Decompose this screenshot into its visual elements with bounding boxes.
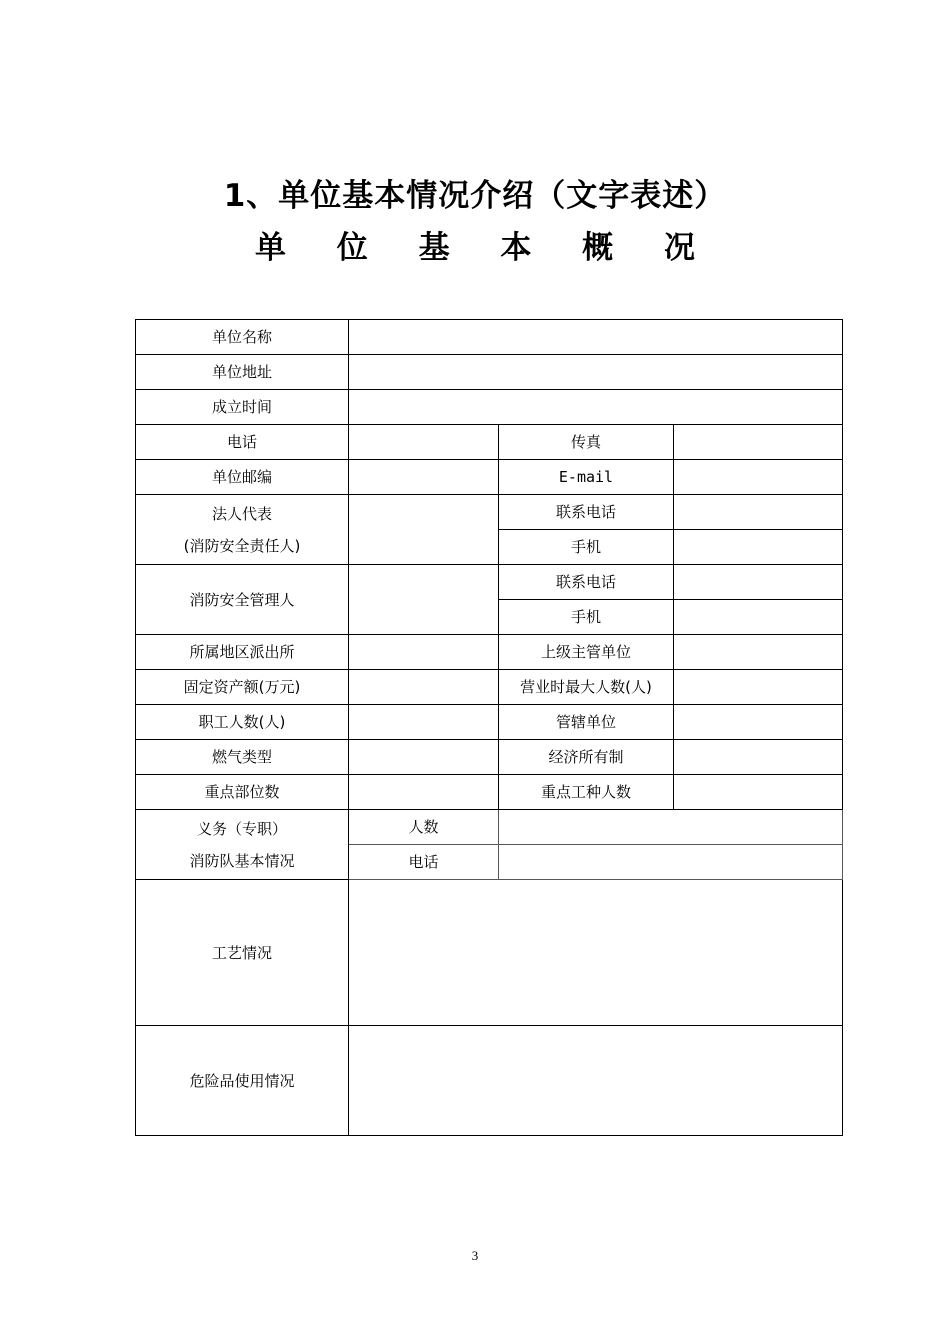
fire-brigade-line2: 消防队基本情况 [189,851,295,870]
value-staff-count[interactable] [349,705,499,740]
value-unit-address[interactable] [349,355,843,390]
value-police-station[interactable] [349,635,499,670]
label-postcode: 单位邮编 [136,460,349,495]
label-fax: 传真 [499,425,674,460]
label-staff-count: 职工人数(人) [136,705,349,740]
label-unit-address: 单位地址 [136,355,349,390]
label-people-count: 人数 [349,810,499,845]
value-postcode[interactable] [349,460,499,495]
label-fixed-assets: 固定资产额(万元) [136,670,349,705]
value-email[interactable] [674,460,843,495]
value-brigade-phone[interactable] [499,845,843,880]
value-gas-type[interactable] [349,740,499,775]
label-gas-type: 燃气类型 [136,740,349,775]
page-subtitle: 单 位 基 本 概 况 [255,230,715,266]
label-manager-mobile: 手机 [499,600,674,635]
value-max-people[interactable] [674,670,843,705]
label-fire-brigade [136,810,349,880]
value-manager-contact-phone[interactable] [674,565,843,600]
value-key-workers[interactable] [674,775,843,810]
value-key-parts[interactable] [349,775,499,810]
value-ownership[interactable] [674,740,843,775]
label-legal-representative [136,495,349,565]
label-ownership: 经济所有制 [499,740,674,775]
label-jurisdiction-unit: 管辖单位 [499,705,674,740]
value-legal-representative[interactable] [349,495,499,565]
unit-info-table [135,319,843,1136]
label-phone: 电话 [136,425,349,460]
label-brigade-phone: 电话 [349,845,499,880]
label-legal-rep-contact-phone: 联系电话 [499,495,674,530]
value-supervisor-unit[interactable] [674,635,843,670]
value-phone[interactable] [349,425,499,460]
value-hazardous[interactable] [349,1026,843,1136]
label-established-time: 成立时间 [136,390,349,425]
legal-rep-line2: (消防安全责任人) [183,536,301,555]
legal-rep-line1: 法人代表 [211,504,272,523]
fire-brigade-line1: 义务（专职） [196,819,287,838]
label-manager-contact-phone: 联系电话 [499,565,674,600]
value-process[interactable] [349,880,843,1026]
value-people-count[interactable] [499,810,843,845]
label-max-people: 营业时最大人数(人) [499,670,674,705]
value-jurisdiction-unit[interactable] [674,705,843,740]
value-legal-rep-mobile[interactable] [674,530,843,565]
label-email: E-mail [499,460,674,495]
value-fixed-assets[interactable] [349,670,499,705]
label-hazardous: 危险品使用情况 [136,1026,349,1136]
label-fire-manager: 消防安全管理人 [136,565,349,635]
label-supervisor-unit: 上级主管单位 [499,635,674,670]
label-process: 工艺情况 [136,880,349,1026]
label-legal-rep-mobile: 手机 [499,530,674,565]
value-established-time[interactable] [349,390,843,425]
value-unit-name[interactable] [349,320,843,355]
page-number: 3 [471,1248,479,1263]
label-police-station: 所属地区派出所 [136,635,349,670]
value-fax[interactable] [674,425,843,460]
page-title: 1、单位基本情况介绍（文字表述） [223,178,727,214]
label-unit-name: 单位名称 [136,320,349,355]
label-key-parts: 重点部位数 [136,775,349,810]
value-legal-rep-contact-phone[interactable] [674,495,843,530]
value-fire-manager[interactable] [349,565,499,635]
value-manager-mobile[interactable] [674,600,843,635]
label-key-workers: 重点工种人数 [499,775,674,810]
